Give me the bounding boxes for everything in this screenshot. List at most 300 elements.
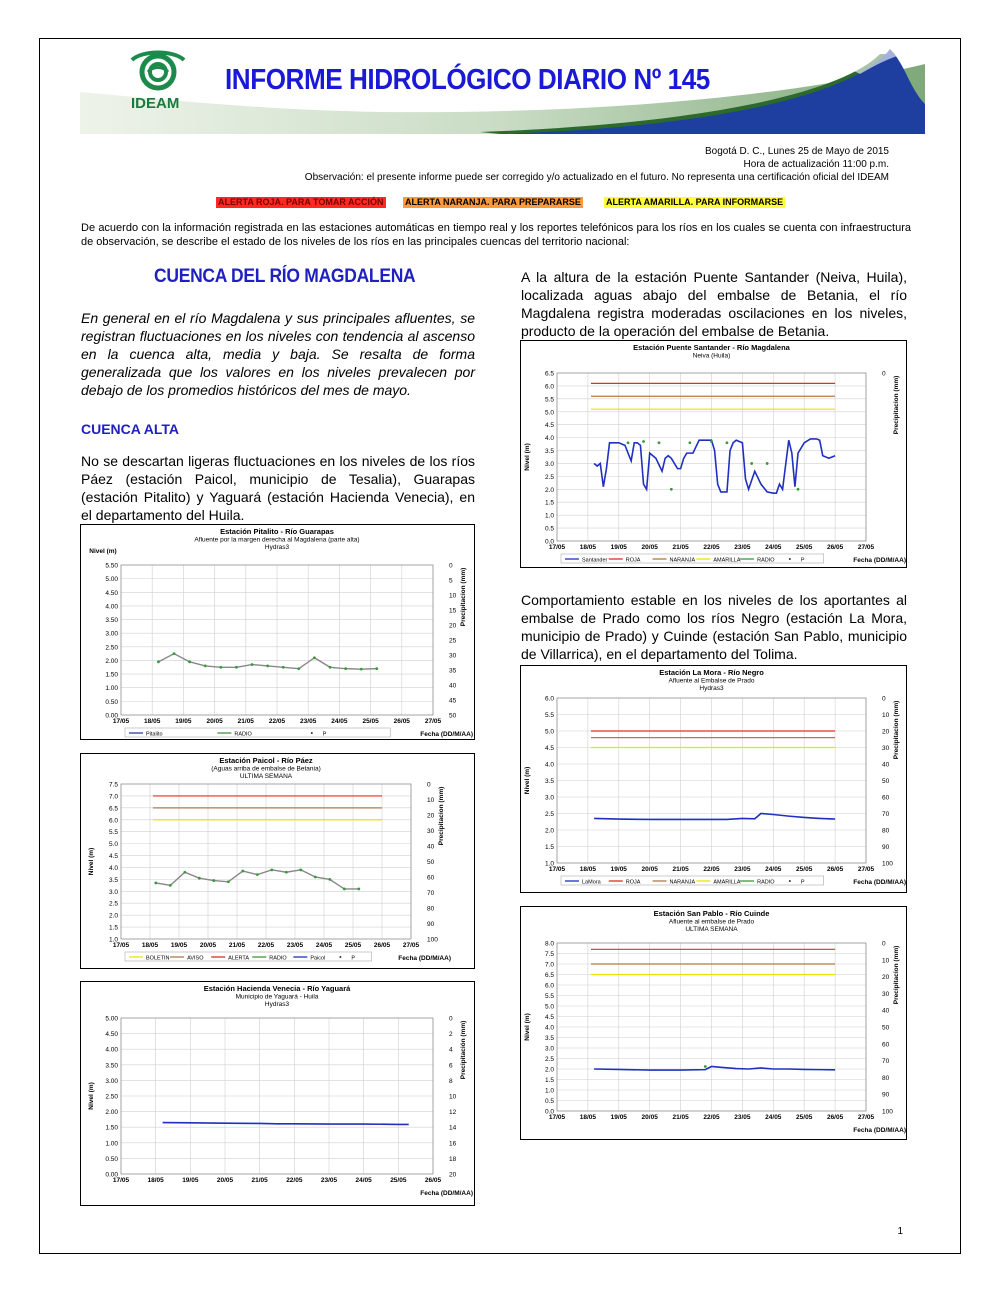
x-tick-label: 18/05 [144, 718, 161, 725]
y2-tick-label: 50 [882, 1024, 890, 1032]
chart-title: Neiva (Huila) [692, 352, 731, 360]
chart-title: Hydras3 [264, 544, 290, 551]
y2-tick-label: 40 [449, 682, 457, 690]
chart-title: Afluente al Embalse de Prado [668, 677, 755, 685]
alert-orange-label: ALERTA NARANJA. PARA PREPARARSE [405, 197, 581, 207]
y2-tick-label: 70 [427, 890, 435, 897]
data-point [343, 888, 346, 891]
y-tick-label: 1.0 [544, 1087, 554, 1095]
section-summary: En general en el río Magdalena y sus principales afluentes, se registran fluctuaciones en los niveles con tendencia al ascenso en la cuenca alta, media y baja. Se resalta de forma generalizada que los valores en los niveles prevalecen por debajo de los promedios históricos del mes de mayo. [81, 310, 475, 398]
chart-title: Hydras3 [264, 1001, 290, 1008]
data-point [627, 441, 630, 444]
legend-marker [311, 732, 313, 734]
y2-tick-label: 0 [449, 562, 453, 570]
x-tick-label: 25/05 [390, 1177, 407, 1184]
data-point [726, 441, 729, 444]
y2-tick-label: 30 [449, 652, 457, 660]
y2-tick-label: 40 [882, 761, 890, 769]
data-point [241, 870, 244, 873]
y2-tick-label: 0 [449, 1015, 453, 1023]
alert-red-label: ALERTA ROJA. PARA TOMAR ACCIÓN [218, 197, 384, 207]
legend-label: Paicol [310, 955, 326, 962]
x-tick-label: 27/05 [402, 942, 420, 949]
legend-label: AVISO [187, 955, 204, 962]
y-tick-label: 0.00 [105, 1171, 118, 1179]
x-tick-label: 27/05 [857, 544, 875, 551]
x-axis-label: Fecha (DD/M/AA) [420, 1190, 473, 1197]
y-tick-label: 2.50 [105, 1093, 118, 1101]
y-tick-label: 2.5 [544, 1056, 554, 1063]
chart-title: Afluente por la margen derecha al Magdalena (parte alta) [194, 536, 360, 544]
x-tick-label: 22/05 [257, 942, 275, 949]
y2-tick-label: 90 [882, 844, 890, 851]
legend-marker [339, 956, 341, 958]
x-tick-label: 19/05 [610, 544, 627, 551]
x-tick-label: 23/05 [734, 866, 751, 873]
legend-marker [789, 558, 791, 560]
y2-tick-label: 20 [449, 622, 457, 630]
x-tick-label: 24/05 [765, 544, 782, 551]
y-tick-label: 2.5 [108, 900, 118, 908]
chart-title: (Aguas arriba de embalse de Betania) [211, 765, 321, 773]
y2-tick-label: 25 [449, 637, 457, 645]
y-tick-label: 3.00 [105, 630, 118, 638]
x-tick-label: 24/05 [331, 718, 348, 725]
x-tick-label: 21/05 [672, 866, 689, 873]
y2-tick-label: 50 [449, 712, 457, 720]
x-tick-label: 24/05 [315, 942, 333, 949]
data-point [360, 668, 363, 671]
x-tick-label: 26/05 [424, 1177, 442, 1184]
y-tick-label: 3.00 [105, 1077, 118, 1085]
x-tick-label: 25/05 [796, 866, 813, 873]
report-title: INFORME HIDROLÓGICO DIARIO Nº 145 [225, 64, 710, 96]
y-tick-label: 8.0 [544, 940, 554, 948]
chart-sanpablo [520, 906, 907, 1140]
x-axis-label: Fecha (DD/M/AA) [420, 731, 473, 738]
x-tick-label: 17/05 [112, 942, 130, 949]
y2-tick-label: 35 [449, 667, 457, 675]
x-tick-label: 19/05 [610, 1114, 627, 1121]
y2-tick-label: 10 [449, 1093, 457, 1101]
y-tick-label: 1.5 [108, 924, 118, 932]
y-tick-label: 2.0 [108, 912, 118, 920]
y-tick-label: 1.50 [105, 1124, 118, 1132]
y-tick-label: 2.0 [544, 486, 554, 494]
y-tick-label: 7.0 [544, 961, 554, 969]
y2-tick-label: 5 [449, 577, 453, 585]
data-point [173, 652, 176, 655]
legend-label: P [322, 731, 327, 738]
report-date: Bogotá D. C., Lunes 25 de Mayo de 2015 [704, 146, 889, 157]
x-tick-label: 18/05 [579, 544, 597, 551]
y2-tick-label: 20 [882, 974, 890, 982]
y-axis-label: Nivel (m) [88, 1082, 95, 1110]
page-number: 1 [897, 1226, 903, 1237]
y2-axis-label: Precipitacion (mm) [438, 786, 445, 846]
x-tick-label: 25/05 [796, 544, 813, 551]
legend-box [125, 728, 390, 737]
y2-tick-label: 50 [427, 859, 435, 866]
y-tick-label: 5.5 [544, 712, 554, 719]
data-point [329, 666, 332, 669]
x-tick-label: 20/05 [216, 1177, 234, 1184]
x-tick-label: 22/05 [703, 1114, 720, 1121]
data-point [285, 871, 288, 874]
data-point [227, 880, 230, 883]
y-axis-label: Nivel (m) [524, 443, 531, 471]
y2-tick-label: 100 [882, 860, 893, 868]
x-tick-label: 20/05 [206, 718, 223, 725]
x-tick-label: 20/05 [199, 942, 217, 949]
x-tick-label: 20/05 [641, 1114, 658, 1121]
x-tick-label: 26/05 [373, 942, 391, 949]
x-tick-label: 26/05 [393, 718, 410, 725]
y-tick-label: 3.0 [544, 794, 554, 802]
data-point [297, 667, 300, 670]
y-tick-label: 1.50 [105, 671, 118, 679]
y-tick-label: 3.0 [544, 1045, 554, 1053]
y-tick-label: 4.0 [544, 761, 554, 769]
y-tick-label: 6.0 [544, 383, 554, 391]
y2-tick-label: 10 [427, 797, 435, 804]
y-axis-label: Nivel (m) [88, 847, 95, 876]
legend-label: RADIO [234, 731, 252, 738]
y2-axis-label: Precipitacion (mm) [893, 375, 900, 435]
y2-tick-label: 90 [427, 921, 435, 928]
x-tick-label: 21/05 [237, 718, 254, 725]
y2-axis-label: Precipitación (mm) [460, 1020, 467, 1080]
y-tick-label: 4.5 [544, 422, 554, 430]
data-point [313, 656, 316, 659]
y-tick-label: 1.0 [544, 512, 554, 520]
x-tick-label: 17/05 [112, 718, 130, 725]
y2-tick-label: 0 [882, 695, 886, 703]
y2-tick-label: 60 [882, 794, 890, 802]
data-point [357, 888, 360, 891]
chart-title: Municipio de Yaguará - Huila [235, 993, 319, 1001]
x-tick-label: 19/05 [175, 718, 192, 725]
data-point [688, 441, 691, 444]
y2-tick-label: 2 [449, 1031, 453, 1039]
observation-note: Observación: el presente informe puede ser corregido y/o actualizado en el futuro. No representa una certificación oficial del IDEAM [304, 172, 889, 183]
x-axis-label: Fecha (DD/M/AA) [853, 879, 906, 886]
x-tick-label: 18/05 [147, 1177, 164, 1184]
x-tick-label: 21/05 [228, 942, 246, 949]
x-tick-label: 22/05 [286, 1177, 303, 1184]
x-tick-label: 22/05 [703, 544, 720, 551]
data-point [642, 440, 645, 443]
y-tick-label: 4.0 [544, 1024, 554, 1032]
legend-label: P [351, 955, 356, 962]
x-axis-label: Fecha (DD/M/AA) [853, 557, 906, 564]
y-tick-label: 4.50 [105, 589, 118, 597]
legend-label: P [800, 557, 805, 564]
update-time: Hora de actualización 11:00 p.m. [743, 159, 889, 170]
y2-tick-label: 80 [882, 1074, 890, 1082]
y2-tick-label: 40 [427, 843, 435, 851]
y-tick-label: 5.0 [544, 409, 554, 417]
chart-title: Hydras3 [699, 685, 724, 692]
chart-title: Estación San Pablo - Río Cuinde [653, 909, 770, 918]
y2-tick-label: 8 [449, 1077, 453, 1085]
y2-tick-label: 100 [882, 1108, 893, 1116]
y-tick-label: 1.00 [105, 685, 118, 693]
y-tick-label: 4.5 [544, 1014, 554, 1021]
data-point [270, 868, 273, 871]
x-tick-label: 19/05 [170, 942, 188, 949]
data-point [157, 660, 160, 663]
x-tick-label: 24/05 [765, 866, 782, 873]
y-tick-label: 0.5 [544, 525, 554, 533]
y-tick-label: 1.00 [105, 1140, 118, 1148]
ideam-logo-icon [128, 50, 188, 96]
legend-label: ROJA [625, 557, 641, 564]
y2-tick-label: 30 [882, 990, 890, 998]
y-tick-label: 3.5 [544, 1035, 554, 1042]
data-point [219, 666, 222, 669]
legend-label: AMARILLA [713, 879, 741, 886]
data-point [169, 884, 172, 887]
data-point [704, 1065, 707, 1068]
legend-label: LaMora [582, 879, 601, 886]
x-tick-label: 20/05 [641, 544, 658, 551]
y-tick-label: 2.5 [544, 811, 554, 818]
x-tick-label: 24/05 [355, 1177, 372, 1184]
data-point [235, 666, 238, 669]
y-tick-label: 0.5 [544, 1098, 554, 1105]
y2-tick-label: 18 [449, 1155, 457, 1163]
y-tick-label: 0.0 [544, 538, 554, 546]
y2-tick-label: 50 [882, 778, 890, 785]
y-tick-label: 4.0 [108, 864, 118, 872]
y-tick-label: 5.00 [105, 576, 118, 584]
data-point [183, 871, 186, 874]
y2-tick-label: 90 [882, 1091, 890, 1099]
legend-label: RADIO [757, 879, 775, 886]
y-tick-label: 3.0 [544, 460, 554, 468]
data-point [299, 868, 302, 871]
y2-tick-label: 45 [449, 697, 457, 705]
y-tick-label: 1.5 [544, 499, 554, 507]
legend-label: ROJA [625, 879, 641, 886]
x-tick-label: 25/05 [796, 1114, 813, 1121]
legend-marker [789, 880, 791, 882]
y-axis-label: Nivel (m) [524, 1013, 531, 1041]
y-tick-label: 3.5 [544, 778, 554, 785]
x-tick-label: 22/05 [268, 718, 286, 725]
y-tick-label: 0.0 [544, 1108, 554, 1116]
y2-tick-label: 30 [882, 745, 890, 752]
y2-tick-label: 10 [882, 957, 890, 965]
x-tick-label: 17/05 [112, 1177, 130, 1184]
x-tick-label: 27/05 [424, 718, 442, 725]
series-line-santander [594, 439, 835, 493]
legend-label: RADIO [269, 955, 287, 962]
x-tick-label: 20/05 [641, 866, 658, 873]
y2-tick-label: 15 [449, 607, 457, 615]
y2-tick-label: 16 [449, 1140, 457, 1148]
y-tick-label: 4.00 [105, 1046, 118, 1054]
y-tick-label: 4.50 [105, 1031, 118, 1039]
x-tick-label: 18/05 [141, 942, 159, 949]
y-tick-label: 7.5 [544, 951, 554, 958]
data-point [198, 877, 201, 880]
y-tick-label: 6.0 [108, 817, 118, 825]
x-axis-label: Fecha (DD/M/AA) [398, 955, 451, 962]
y-tick-label: 3.5 [544, 448, 554, 456]
y-tick-label: 2.5 [544, 473, 554, 481]
y-tick-label: 2.00 [105, 657, 118, 665]
chart-title: ULTIMA SEMANA [239, 773, 293, 780]
y2-axis-label: Precipitacion (mm) [893, 700, 900, 760]
x-tick-label: 19/05 [182, 1177, 199, 1184]
intro-paragraph: De acuerdo con la información registrada en las estaciones automáticas en tiempo real y los reportes telefónicos para los ríos en los cuales se cuenta con infraestructura de observación, se describe el estado de los niveles de los ríos en las principales cuencas del territorio nacional: [81, 222, 911, 248]
y2-tick-label: 100 [427, 936, 438, 944]
y-tick-label: 2.50 [105, 644, 118, 652]
y2-tick-label: 0 [882, 940, 886, 948]
x-tick-label: 18/05 [579, 1114, 597, 1121]
y-tick-label: 5.0 [108, 841, 118, 849]
chart-title: Afluente al embalse de Prado [668, 918, 755, 926]
y-tick-label: 4.5 [108, 853, 118, 861]
chart-title: Estación Hacienda Venecia - Río Yaguará [203, 984, 351, 993]
y-tick-label: 4.0 [544, 435, 554, 443]
paragraph-santander: A la altura de la estación Puente Santander (Neiva, Huila), localizada aguas abajo del embalse de Betania, el río Magdalena registra moderadas oscilaciones en los niveles, producto de la operación del embalse de Betania. [521, 269, 907, 339]
x-tick-label: 26/05 [826, 1114, 844, 1121]
y2-tick-label: 80 [882, 827, 890, 835]
y-tick-label: 4.5 [544, 745, 554, 752]
x-tick-label: 27/05 [857, 866, 875, 873]
data-point [266, 665, 269, 668]
y-tick-label: 2.0 [544, 1066, 554, 1074]
chart-lamora [520, 665, 907, 893]
data-point [658, 441, 661, 444]
y-tick-label: 1.0 [108, 936, 118, 944]
x-tick-label: 18/05 [579, 866, 597, 873]
y2-tick-label: 40 [882, 1007, 890, 1015]
legend-label: RADIO [757, 557, 775, 564]
data-point [188, 660, 191, 663]
y2-tick-label: 4 [449, 1046, 453, 1054]
x-axis-label: Fecha (DD/M/AA) [853, 1127, 906, 1134]
chart-title: Estación Pitalito - Río Guarapas [220, 527, 334, 536]
data-point [375, 667, 378, 670]
legend-label: Santander [582, 557, 608, 564]
y-tick-label: 7.0 [108, 793, 118, 801]
data-point [344, 667, 347, 670]
legend-label: AMARILLA [713, 557, 741, 564]
y-tick-label: 3.50 [105, 1062, 118, 1070]
y2-tick-label: 60 [882, 1041, 890, 1049]
y-tick-label: 5.5 [544, 396, 554, 404]
y-tick-label: 6.5 [544, 972, 554, 979]
x-tick-label: 24/05 [765, 1114, 782, 1121]
y-tick-label: 0.50 [105, 1155, 118, 1163]
y-tick-label: 6.5 [544, 370, 554, 378]
data-point [328, 878, 331, 881]
alert-yellow-label: ALERTA AMARILLA. PARA INFORMARSE [606, 197, 784, 207]
y2-tick-label: 10 [882, 712, 890, 719]
data-point [750, 462, 753, 465]
y-tick-label: 5.0 [544, 728, 554, 736]
x-tick-label: 21/05 [251, 1177, 268, 1184]
y2-tick-label: 10 [449, 592, 457, 600]
y-tick-label: 6.0 [544, 982, 554, 990]
y-tick-label: 0.00 [105, 712, 118, 720]
x-tick-label: 23/05 [300, 718, 317, 725]
series-line-venecia [163, 1123, 409, 1125]
chart-title: Estación Puente Santander - Río Magdalena [633, 343, 790, 352]
y-tick-label: 5.50 [105, 562, 118, 570]
data-point [710, 440, 713, 443]
data-point [766, 462, 769, 465]
x-tick-label: 17/05 [548, 866, 566, 873]
y-tick-label: 1.5 [544, 1077, 554, 1084]
chart-venecia [80, 981, 475, 1206]
y2-tick-label: 20 [427, 812, 435, 820]
x-tick-label: 23/05 [320, 1177, 338, 1184]
data-point [204, 665, 207, 668]
paragraph-prado: Comportamiento estable en los niveles de los aportantes al embalse de Prado como los ríos Negro (estación La Mora, municipio de Prado) y Cuinde (estación San Pablo, municipio de Villarrica), en el departamento del Tolima. [521, 592, 907, 662]
x-tick-label: 27/05 [857, 1114, 875, 1121]
y-tick-label: 2.0 [544, 827, 554, 835]
chart-paicol [80, 753, 475, 969]
y2-tick-label: 70 [882, 811, 890, 818]
paragraph-cuenca-alta: No se descartan ligeras fluctuaciones en los niveles de los ríos Páez (estación Paicol, municipio de Tesalia), Guarapas (estación Pitalito) y Yaguará (estación Hacienda Venecia), en el departamento del Huila. [81, 453, 475, 523]
series-line-lamora [594, 814, 835, 820]
y2-tick-label: 14 [449, 1124, 457, 1132]
x-tick-label: 17/05 [548, 544, 566, 551]
y2-tick-label: 80 [427, 905, 435, 913]
ideam-logo-text: IDEAM [131, 95, 180, 112]
section-title: CUENCA DEL RÍO MAGDALENA [154, 266, 416, 287]
y2-tick-label: 20 [882, 728, 890, 736]
y2-tick-label: 70 [882, 1058, 890, 1066]
y-tick-label: 0.50 [105, 698, 118, 706]
x-tick-label: 23/05 [286, 942, 304, 949]
y2-tick-label: 0 [882, 370, 886, 378]
x-tick-label: 22/05 [703, 866, 720, 873]
y-tick-label: 5.0 [544, 1003, 554, 1011]
x-tick-label: 23/05 [734, 544, 751, 551]
x-tick-label: 17/05 [548, 1114, 566, 1121]
legend-label: NARANJA [669, 557, 696, 564]
chart-title: Estación La Mora - Río Negro [659, 668, 764, 677]
x-tick-label: 19/05 [610, 866, 627, 873]
y-tick-label: 3.5 [108, 876, 118, 884]
data-point [256, 873, 259, 876]
y-axis-label: Nivel (m) [89, 548, 117, 555]
x-tick-label: 25/05 [344, 942, 362, 949]
x-tick-label: 23/05 [734, 1114, 751, 1121]
legend-label: P [800, 879, 805, 886]
y2-tick-label: 60 [427, 874, 435, 882]
x-tick-label: 26/05 [826, 866, 844, 873]
y-tick-label: 1.0 [544, 860, 554, 868]
y2-tick-label: 12 [449, 1109, 457, 1117]
y2-tick-label: 6 [449, 1062, 453, 1070]
x-tick-label: 26/05 [826, 544, 844, 551]
data-point [154, 882, 157, 885]
y-tick-label: 5.5 [108, 829, 118, 837]
y-tick-label: 7.5 [108, 781, 118, 789]
data-point [797, 488, 800, 491]
data-point [314, 876, 317, 879]
y2-tick-label: 20 [449, 1171, 457, 1179]
chart-pitalito [80, 524, 475, 740]
y-tick-label: 5.5 [544, 993, 554, 1000]
